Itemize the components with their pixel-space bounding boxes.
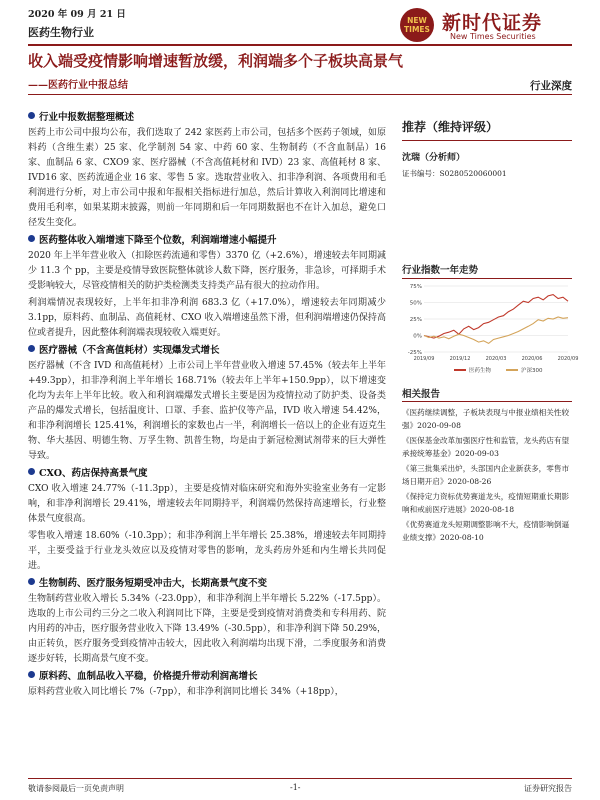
footer-rule (28, 778, 572, 779)
industry-label: 医药生物行业 (28, 26, 94, 39)
y-tick-label: 0% (413, 333, 422, 340)
bullet-icon (28, 235, 35, 242)
analyst-name: 沈瑞（分析师） (402, 153, 466, 163)
rating: 推荐（维持评级） (402, 120, 499, 134)
section (28, 233, 386, 341)
paragraph: 2020 年上半年营业收入（扣除医药流通和零售）3370 亿（+2.6%），增速较去年同期减少 11.3 个 pp，主要是疫情导致医院整体就诊人数下降，医疗服务，非急诊，可择期手术受影响较大，尽管疫情相关的防护类检测类支持类产品有很大的拉动作用。 (28, 251, 386, 291)
related-item[interactable]: 《医药继续调整，子板块表现与中报业绩相关性较强》2020-09-08 (402, 408, 570, 430)
y-tick-label: 75% (409, 284, 422, 290)
series-line (424, 317, 568, 343)
x-tick-label: 2020/06 (521, 356, 543, 362)
section (28, 576, 386, 667)
x-tick-label: 2020/09 (557, 356, 579, 362)
title-rule (28, 94, 572, 95)
related-item[interactable]: 《医保基金改革加强医疗性和监管，龙头药店有望承接统筹基金》2020-09-03 (402, 436, 570, 458)
section (28, 110, 386, 231)
company-logo: NEW TIMES (400, 8, 434, 42)
section-heading: 行业中报数据整理概述 (28, 110, 386, 125)
index-trend-chart (402, 282, 579, 378)
chart-title: 行业指数一年走势 (402, 265, 479, 276)
y-tick-label: -25% (407, 350, 422, 356)
bullet-icon (28, 468, 35, 475)
header-rule (28, 44, 572, 46)
legend-label: 沪深300 (521, 368, 543, 374)
section (28, 466, 386, 574)
page-number: -1- (290, 783, 301, 792)
bullet-icon (28, 671, 35, 678)
report-body (28, 108, 386, 702)
related-title: 相关报告 (402, 389, 441, 400)
bullet-icon (28, 345, 35, 352)
series-line (424, 295, 568, 339)
section-heading: CXO、药店保持高景气度 (28, 466, 386, 481)
company-name-cn: 新时代证券 (442, 12, 543, 34)
rating-rule (402, 140, 572, 141)
paragraph: 原料药营业收入同比增长 7%（-7pp），和非净利润同比增长 34%（+18pp）， (28, 687, 344, 697)
section-heading: 医疗器械（不含高值耗材）实现爆发式增长 (28, 343, 386, 358)
paragraph: CXO 收入增速 24.77%（-11.3pp），主要是疫情对临床研究和海外实验室业务有一定影响，和非净利润增长 29.41%，增速较去年同期持平，利润端仍然保持高速增长，行业整体景气度很高。 (28, 484, 386, 524)
legend-label: 医药生物 (469, 368, 492, 374)
section-heading: 原料药、血制品收入平稳，价格提升带动利润高增长 (28, 669, 386, 684)
company-name-en: New Times Securities (450, 32, 536, 41)
related-item[interactable]: 《第三批集采出炉，头部国内企业新获多，零售市场日期开启》2020-08-26 (402, 464, 570, 486)
chart-rule (402, 278, 572, 279)
paragraph: 医疗器械（不含 IVD 和高值耗材）上市公司上半年营业收入增速 57.45%（较去年上半年+49.3pp），扣非净利润上半年增长 168.71%（较去年上半年+150.9pp），以下增速变化均为去年上半年比较。收入和利润端爆发式增长主要是因为疫情拉动了防护类、设备类产品的爆发式增长，包括温度计、口罩、手套、监护仪等产品，IVD 收入增速 54.42%，和非净利润增长 125.41%，利润增长的家数也占一半，利润增长一倍以上的企业有迈克生物、华大基因、明德生物、万孚生物、凯普生物，均是由于新冠检测试剂带来的巨大弹性导致。 (28, 361, 386, 461)
bullet-icon (28, 112, 35, 119)
y-tick-label: 25% (409, 317, 422, 323)
y-tick-label: 50% (409, 300, 422, 307)
paragraph: 利润端情况表现较好，上半年扣非净利润 683.3 亿（+17.0%），增速较去年同期减少 3.1pp，原料药、血制品、高值耗材、CXO 收入端增速虽然下滑，但利润端增速仍保持高位或者提升，因此整体利润端表现较收入端更好。 (28, 298, 386, 338)
report-title: 收入端受疫情影响增速暂放缓，利润端多个子板块高景气 (28, 52, 404, 70)
footer-label: 证券研究报告 (524, 784, 572, 793)
section-heading: 生物制药、医疗服务短期受冲击大，长期高景气度不变 (28, 576, 386, 591)
paragraph: 零售收入增速 18.60%（-10.3pp）；和非净利润上半年增长 25.38%，增速较去年同期持平，主要受益于行业龙头效应以及疫情对零售的影响，龙头药房外延和内生增长共同促进。 (28, 531, 386, 571)
report-subtitle: ——医药行业中报总结 (28, 80, 128, 91)
section-heading: 医药整体收入端增速下降至个位数，利润端增速小幅提升 (28, 233, 386, 248)
related-item[interactable]: 《优势赛道龙头短期调整影响不大，疫情影响倒逼业绩支撑》2020-08-10 (402, 520, 570, 542)
footer-disclaimer: 敬请参阅最后一页免责声明 (28, 784, 124, 793)
report-date: 2020 年 09 月 21 日 (28, 9, 126, 20)
related-reports (402, 406, 574, 546)
x-tick-label: 2019/09 (413, 356, 435, 362)
x-tick-label: 2020/03 (485, 356, 507, 362)
paragraph: 生物制药营业收入增长 5.34%（-23.0pp），和非净利润上半年增长 5.22%（-17.5pp）。选取的上市公司约三分之二收入利润同比下降，主要是受到疫情对消费类和专科用药、院内用药的冲击，医疗服务营业收入下降 13.49%（-30.5pp），和非净利润下降 50.29%，由正转负，医疗服务受到疫情冲击较大，因此收入利润端均出现下滑，二季度服务和消费逐步好转，长期高景气度不变。 (28, 594, 386, 664)
bullet-icon (28, 578, 35, 585)
x-tick-label: 2019/12 (449, 356, 471, 362)
report-type-tag: 行业深度 (530, 80, 572, 92)
related-rule (402, 401, 572, 402)
related-item[interactable]: 《保持定力资标优势赛道龙头，疫情短期重长期影响和戒前医疗进展》2020-08-18 (402, 492, 570, 514)
analyst-cert: 证书编号：S0280520060001 (402, 169, 507, 178)
paragraph: 医药上市公司中报均公布，我们选取了 242 家医药上市公司，包括多个医药子领域，如原料药（含维生素）25 家、化学制剂 54 家、中药 60 家、生物制药（不含血制品）16 家、血制品 6 家、CXO9 家、医疗器械（不含高值耗材和 IVD）23 家、高值耗材 8 家、IVD16 家、医药流通企业 16 家、零售 5 家。选取营业收入、扣非净利润、各项费用和毛利润进行分析，对上市公司中报和年报相关指标进行加总，然后计算收入利润同比增速和费用毛利率，如果某期末披露，则前一年同期和后一年同期数据也不在计入加总，避免口径发生变化。 (28, 128, 386, 228)
section (28, 669, 386, 700)
section (28, 343, 386, 464)
